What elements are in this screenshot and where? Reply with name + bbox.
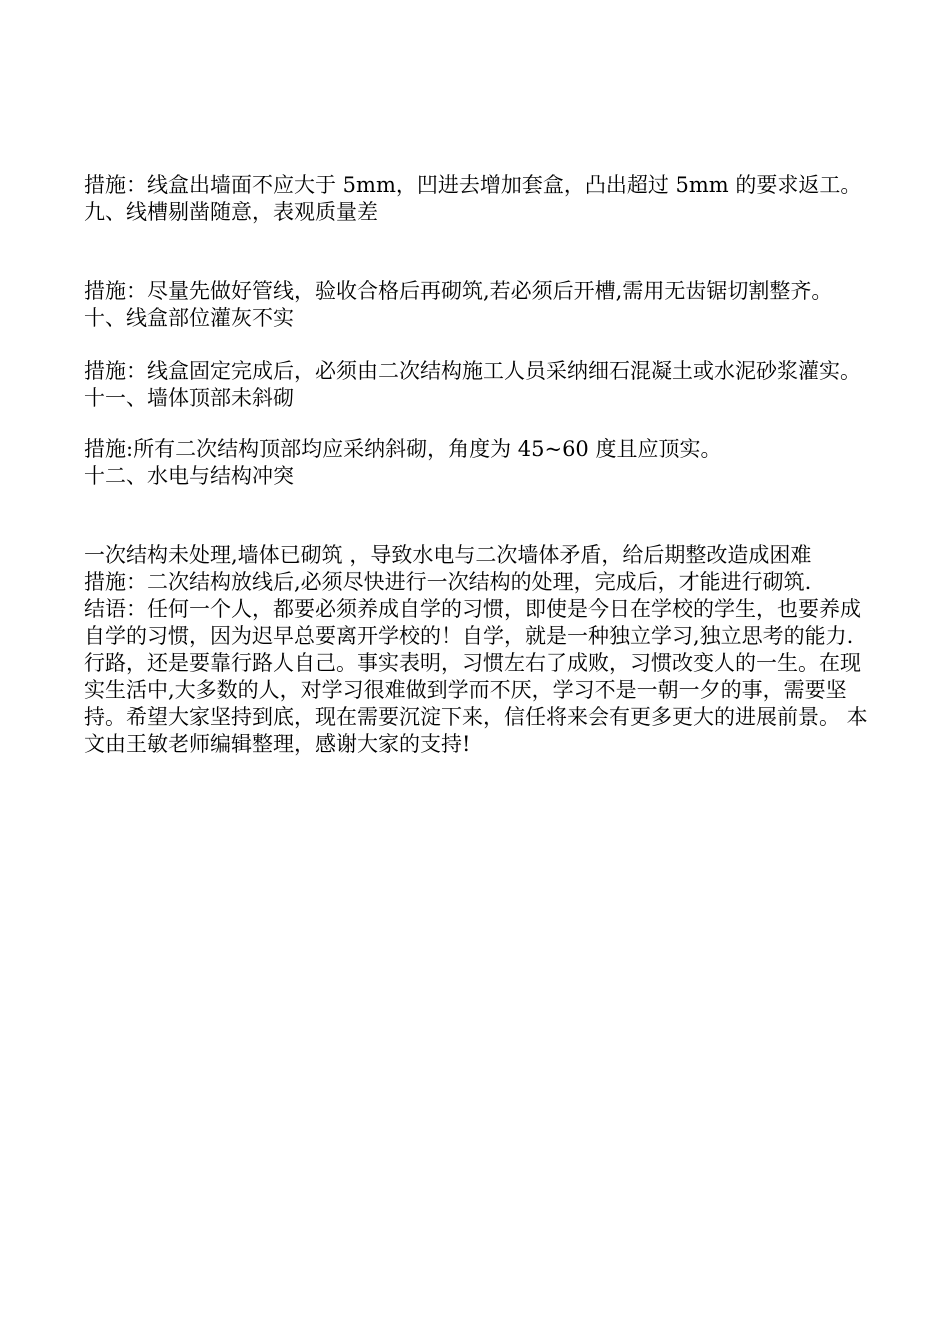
spacer bbox=[84, 332, 868, 358]
problem-paragraph: 一次结构未处理,墙体已砌筑 ，导致水电与二次墙体矛盾，给后期整改造成困难 bbox=[84, 543, 812, 567]
document-body bbox=[84, 172, 868, 758]
measure-paragraph-1: 措施：线盒出墙面不应大于 5mm，凹进去增加套盒，凸出超过 5mm 的要求返工。 bbox=[84, 173, 862, 197]
section-heading-10: 十、线盒部位灌灰不实 bbox=[84, 306, 294, 330]
measure-paragraph-5: 措施：二次结构放线后,必须尽快进行一次结构的处理，完成后，才能进行砌筑. bbox=[84, 570, 812, 594]
measure-paragraph-3: 措施：线盒固定完成后，必须由二次结构施工人员采纳细石混凝土或水泥砂浆灌实。 bbox=[84, 359, 861, 383]
conclusion-paragraph: 结语：任何一个人，都要必须养成自学的习惯，即使是今日在学校的学生，也要养成自学的习惯，因为迟早总要离开学校的！自学，就是一种独立学习,独立思考的能力.行路，还是要靠行路人自己。事实表明，习惯左右了成败，习惯改变人的一生。在现实生活中,大多数的人，对学习很难做到学而不厌，学习不是一朝一夕的事，需要坚持。希望大家坚持到底，现在需要沉淀下来，信任将来会有更多更大的进展前景。 本文由王敏老师编辑整理，感谢大家的支持! bbox=[84, 597, 868, 756]
measure-paragraph-2: 措施：尽量先做好管线，验收合格后再砌筑,若必须后开槽,需用无齿锯切割整齐。 bbox=[84, 279, 833, 303]
section-heading-12: 十二、水电与结构冲突 bbox=[84, 464, 294, 488]
spacer bbox=[84, 412, 868, 436]
section-heading-9: 九、线槽剔凿随意，表观质量差 bbox=[84, 200, 378, 224]
section-heading-11: 十一、墙体顶部未斜砌 bbox=[84, 386, 294, 410]
spacer bbox=[84, 226, 868, 278]
spacer bbox=[84, 490, 868, 542]
measure-paragraph-4: 措施:所有二次结构顶部均应采纳斜砌，角度为 45~60 度且应顶实。 bbox=[84, 437, 722, 461]
